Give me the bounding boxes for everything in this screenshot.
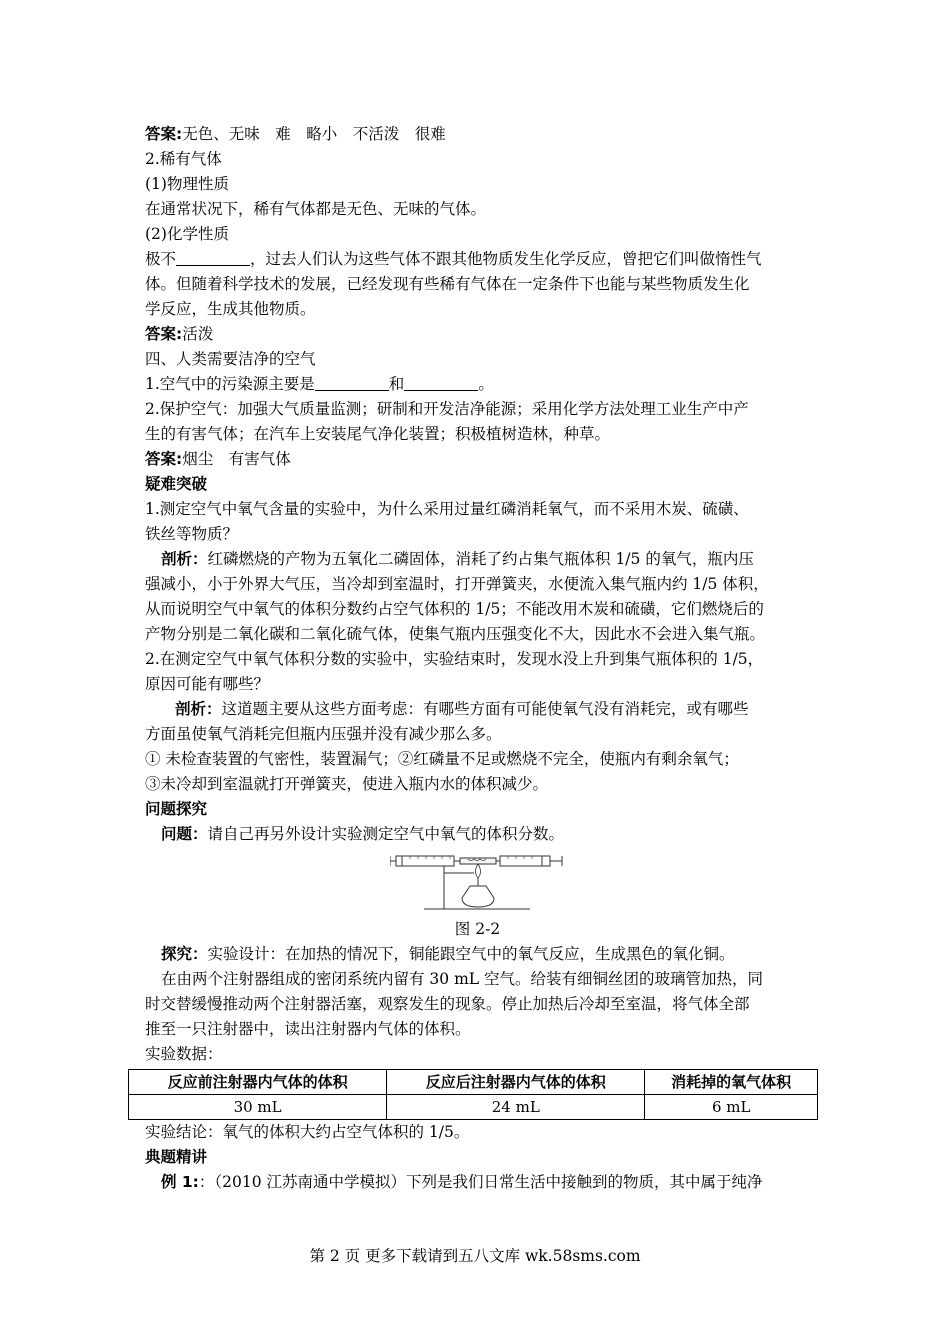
analysis-label: 剖析： [161,550,208,568]
paragraph-line: 实验数据： [145,1045,223,1063]
paragraph-line: 强减小，小于外界大气压，当冷却到室温时，打开弹簧夹，水便流入集气瓶内约 1/5 体积， [145,575,769,593]
alcohol-lamp [462,886,494,907]
paragraph-line: 1.测定空气中氧气含量的实验中，为什么采用过量红磷消耗氧气，而不采用木炭、硫磺、 [145,500,749,518]
figure-caption: 图 2-2 [454,920,501,938]
paragraph-line: ③未冷却到室温就打开弹簧夹，使进入瓶内水的体积减少。 [145,775,549,793]
answer-line: 答案:活泼 [145,325,214,343]
paragraph-line: 在由两个注射器组成的密闭系统内留有 30 mL 空气。给装有细铜丝团的玻璃管加热，同 [161,970,763,988]
left-syringe [396,856,454,866]
apparatus-figure [145,847,810,917]
paragraph-line: 实验结论：氧气的体积大约占空气体积的 1/5。 [145,1123,470,1141]
paragraph-line: 推至一只注射器中，读出注射器内气体的体积。 [145,1020,471,1038]
table-cell: 6 mL [645,1095,818,1120]
paragraph-line: 体。但随着科学技术的发展，已经发现有些稀有气体在一定条件下也能与某些物质发生化 [145,275,750,293]
fill-blank [315,373,389,391]
subsection-heading: (1)物理性质 [145,175,229,193]
paragraph-line: 生的有害气体；在汽车上安装尾气净化装置；积极植树造林，种草。 [145,425,611,443]
paragraph-line: 原因可能有哪些？ [145,675,270,693]
answer-label: 答案: [145,125,183,143]
table-row [129,1095,818,1120]
question-label: 问题： [161,825,208,843]
paragraph-line: 从而说明空气中氧气的体积分数约占空气体积的 1/5；不能改用木炭和硫磺，它们燃烧后的 [145,600,764,618]
table-cell: 24 mL [387,1095,645,1120]
analysis-label: 剖析： [175,700,222,718]
question-line: 问题：请自己再另外设计实验测定空气中氧气的体积分数。 [161,825,565,843]
section-heading: 2.稀有气体 [145,150,222,168]
glass-tube [460,858,496,864]
paragraph-line: 2.在测定空气中氧气体积分数的实验中，实验结束时，发现水没上升到集气瓶体积的 1/5， [145,650,764,668]
table-cell: 30 mL [129,1095,387,1120]
answer-line: 答案:烟尘 有害气体 [145,450,291,468]
table-header-row [129,1070,818,1095]
paragraph-line: 方面虽使氧气消耗完但瓶内压强并没有减少那么多。 [145,725,502,743]
exploration-label: 探究： [161,945,208,963]
fill-blank [404,373,478,391]
answer-line: 答案:无色、无味 难 略小 不活泼 很难 [145,125,446,143]
exploration-line: 探究：实验设计：在加热的情况下，铜能跟空气中的氧气反应，生成黑色的氧化铜。 [161,945,735,963]
section-heading-bold: 问题探究 [145,800,208,818]
subsection-heading: (2)化学性质 [145,225,229,243]
example-label: 例 1: [161,1173,199,1191]
answer-label: 答案: [145,450,183,468]
fill-blank [176,248,250,266]
table-header-cell: 消耗掉的氧气体积 [645,1070,818,1095]
paragraph-line: 学反应，生成其他物质。 [145,300,316,318]
document-body [145,122,810,1195]
paragraph-line: 1.空气中的污染源主要是 和 。 [145,375,494,393]
paragraph-line: ① 未检查装置的气密性，装置漏气；②红磷量不足或燃烧不完全，使瓶内有剩余氧气； [145,750,739,768]
table-header-cell: 反应后注射器内气体的体积 [387,1070,645,1095]
paragraph-line: 时交替缓慢推动两个注射器活塞，观察发生的现象。停止加热后冷却至室温，将气体全部 [145,995,750,1013]
page-footer: 第 2 页 更多下载请到五八文库 wk.58sms.com [309,1247,641,1265]
section-heading-bold: 典题精讲 [145,1148,208,1166]
section-heading: 四、人类需要洁净的空气 [145,350,316,368]
section-heading-bold: 疑难突破 [145,475,208,493]
example-line: 例 1:：（2010 江苏南通中学模拟）下列是我们日常生活中接触到的物质，其中属于纯净 [161,1173,763,1191]
answer-label: 答案: [145,325,183,343]
analysis-line: 剖析：红磷燃烧的产物为五氧化二磷固体，消耗了约占集气瓶体积 1/5 的氧气，瓶内压 [161,550,754,568]
paragraph-line: 在通常状况下，稀有气体都是无色、无味的气体。 [145,200,487,218]
paragraph-line: 极不 ，过去人们认为这些气体不跟其他物质发生化学反应，曾把它们叫做惰性气 [145,250,762,268]
syringe-apparatus-diagram [390,849,565,915]
paragraph-line: 2.保护空气：加强大气质量监测；研制和开发洁净能源；采用化学方法处理工业生产中产 [145,400,749,418]
paragraph-line: 产物分别是二氧化碳和二氧化硫气体，使集气瓶内压强变化不大，因此水不会进入集气瓶。 [145,625,766,643]
experiment-data-table [128,1069,818,1120]
analysis-line: 剖析：这道题主要从这些方面考虑：有哪些方面有可能使氧气没有消耗完，或有哪些 [175,700,749,718]
paragraph-line: 铁丝等物质？ [145,525,239,543]
flame [476,864,481,878]
table-header-cell: 反应前注射器内气体的体积 [129,1070,387,1095]
